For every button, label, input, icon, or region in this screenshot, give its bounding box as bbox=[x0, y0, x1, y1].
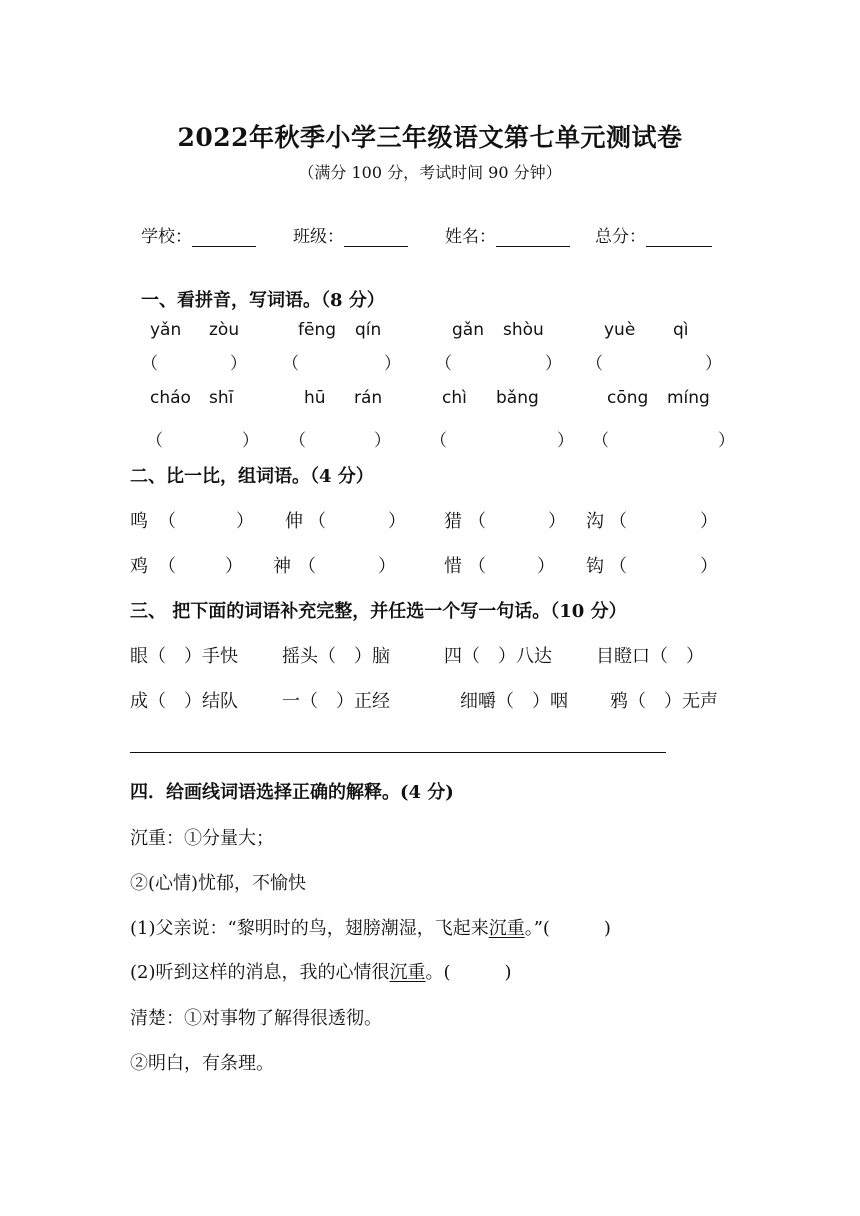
section-4-heading: 四．给画线词语选择正确的解释。(4 分) bbox=[130, 782, 454, 803]
page-subtitle: （满分 100 分，考试时间 90 分钟） bbox=[298, 163, 562, 182]
answer-box[interactable]: ） bbox=[700, 511, 718, 532]
char-item: 猎 bbox=[444, 511, 462, 532]
answer-box[interactable]: ） bbox=[548, 511, 566, 532]
char-item: 鸣 bbox=[130, 511, 148, 532]
class-label: 班级： bbox=[293, 227, 344, 247]
underlined-word: 沉重 bbox=[488, 918, 525, 939]
pinyin: shī bbox=[209, 388, 234, 408]
answer-box[interactable]: ） bbox=[705, 354, 722, 374]
pinyin: qín bbox=[355, 320, 382, 340]
pinyin: zòu bbox=[209, 320, 240, 340]
answer-box[interactable]: ） bbox=[225, 556, 243, 577]
answer-box[interactable]: （ bbox=[141, 354, 158, 374]
question-1 bbox=[130, 914, 611, 940]
answer-box[interactable]: （ bbox=[586, 354, 603, 374]
pinyin: rán bbox=[354, 388, 383, 408]
name-field bbox=[445, 222, 570, 247]
pinyin: qì bbox=[673, 320, 689, 340]
answer-box[interactable]: ） bbox=[242, 431, 259, 451]
name-label: 姓名： bbox=[445, 227, 496, 247]
idiom-item: 细嚼（ ）咽 bbox=[460, 691, 568, 712]
answer-box[interactable]: ） bbox=[537, 556, 555, 577]
char-item: 沟 bbox=[586, 511, 604, 532]
section-1-heading: 一、看拼音，写词语。（8 分） bbox=[141, 290, 385, 311]
section-2-heading: 二、比一比，组词语。（4 分） bbox=[130, 466, 374, 487]
idiom-item: 摇头（ ）脑 bbox=[282, 646, 390, 667]
answer-box[interactable]: （ bbox=[435, 354, 452, 374]
definition-line: 清楚：①对事物了解得很透彻。 bbox=[130, 1008, 382, 1029]
answer-box[interactable]: （ bbox=[609, 511, 627, 532]
pinyin: cháo bbox=[150, 388, 191, 408]
pinyin: shòu bbox=[503, 320, 544, 340]
class-field bbox=[293, 222, 408, 247]
answer-box[interactable]: （ bbox=[158, 511, 176, 532]
sentence-writing-line[interactable] bbox=[130, 752, 666, 753]
char-item: 伸 bbox=[285, 511, 303, 532]
answer-box[interactable]: （ bbox=[592, 431, 609, 451]
answer-box[interactable]: ） bbox=[384, 354, 401, 374]
class-blank[interactable] bbox=[344, 228, 408, 247]
char-item: 鸡 bbox=[130, 556, 148, 577]
question-text: (2)听到这样的消息，我的心情很 bbox=[130, 962, 390, 983]
answer-box[interactable]: （ bbox=[298, 556, 316, 577]
idiom-item: 眼（ ）手快 bbox=[130, 646, 238, 667]
section-3-heading: 三、 把下面的词语补充完整，并任选一个写一句话。（10 分） bbox=[130, 601, 627, 622]
answer-box[interactable]: （ bbox=[468, 556, 486, 577]
answer-box[interactable]: （ bbox=[308, 511, 326, 532]
school-label: 学校： bbox=[141, 227, 192, 247]
definition-line: 沉重：①分量大； bbox=[130, 828, 274, 849]
school-blank[interactable] bbox=[192, 228, 256, 247]
pinyin: míng bbox=[667, 388, 710, 408]
answer-box[interactable]: ） bbox=[718, 431, 735, 451]
answer-box[interactable]: ） bbox=[557, 431, 574, 451]
pinyin: hū bbox=[304, 388, 326, 408]
pinyin: fēng bbox=[298, 320, 337, 340]
pinyin: chì bbox=[442, 388, 467, 408]
pinyin: yǎn bbox=[150, 320, 182, 340]
question-answer[interactable]: 。( ) bbox=[425, 962, 512, 983]
definition-line: ②(心情)忧郁，不愉快 bbox=[130, 873, 307, 894]
answer-box[interactable]: （ bbox=[158, 556, 176, 577]
char-item: 神 bbox=[273, 556, 291, 577]
idiom-item: 鸦（ ）无声 bbox=[610, 691, 718, 712]
answer-box[interactable]: ） bbox=[236, 511, 254, 532]
name-blank[interactable] bbox=[496, 228, 570, 247]
answer-box[interactable]: ） bbox=[545, 354, 562, 374]
char-item: 钩 bbox=[586, 556, 604, 577]
pinyin: yuè bbox=[604, 320, 636, 340]
answer-box[interactable]: （ bbox=[430, 431, 447, 451]
pinyin: cōng bbox=[607, 388, 649, 408]
idiom-item: 目瞪口（ ） bbox=[596, 646, 704, 667]
total-label: 总分： bbox=[595, 227, 646, 247]
answer-box[interactable]: （ bbox=[282, 354, 299, 374]
char-item: 惜 bbox=[444, 556, 462, 577]
idiom-item: 成（ ）结队 bbox=[130, 691, 238, 712]
answer-box[interactable]: ） bbox=[374, 431, 391, 451]
idiom-item: 一（ ）正经 bbox=[282, 691, 390, 712]
question-answer[interactable]: 。”( ) bbox=[524, 918, 611, 939]
pinyin: bǎng bbox=[496, 388, 539, 408]
question-text: (1)父亲说：“黎明时的鸟，翅膀潮湿，飞起来 bbox=[130, 918, 489, 939]
answer-box[interactable]: （ bbox=[468, 511, 486, 532]
answer-box[interactable]: ） bbox=[388, 511, 406, 532]
answer-box[interactable]: ） bbox=[700, 556, 718, 577]
answer-box[interactable]: ） bbox=[230, 354, 247, 374]
answer-box[interactable]: （ bbox=[146, 431, 163, 451]
answer-box[interactable]: ） bbox=[378, 556, 396, 577]
total-field bbox=[595, 222, 712, 247]
school-field bbox=[141, 222, 256, 247]
idiom-item: 四（ ）八达 bbox=[444, 646, 552, 667]
definition-line: ②明白，有条理。 bbox=[130, 1053, 274, 1074]
underlined-word: 沉重 bbox=[389, 962, 426, 983]
answer-box[interactable]: （ bbox=[609, 556, 627, 577]
total-blank[interactable] bbox=[646, 228, 712, 247]
question-2 bbox=[130, 958, 512, 984]
answer-box[interactable]: （ bbox=[289, 431, 306, 451]
page-title: 2022年秋季小学三年级语文第七单元测试卷 bbox=[177, 123, 683, 152]
pinyin: gǎn bbox=[452, 320, 484, 340]
